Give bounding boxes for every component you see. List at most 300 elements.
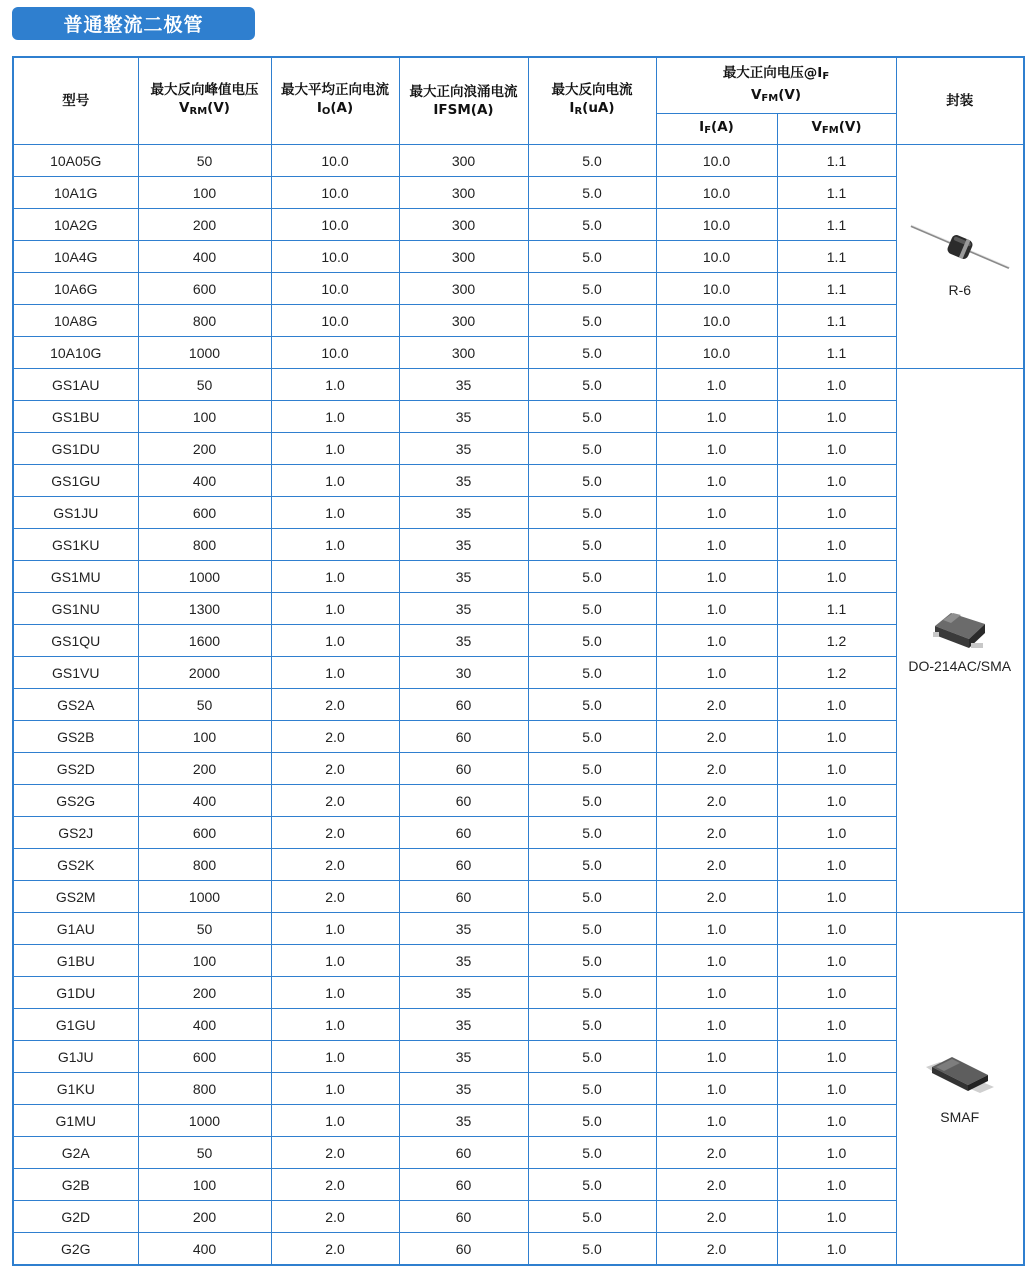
cell-ir: 5.0 xyxy=(528,817,656,849)
header-io xyxy=(271,57,399,145)
cell-io: 2.0 xyxy=(271,1137,399,1169)
cell-vfm: 1.1 xyxy=(777,177,896,209)
smd-smaf-package-icon xyxy=(924,1053,996,1103)
cell-model: GS2A xyxy=(13,689,138,721)
cell-ifsm: 300 xyxy=(399,209,528,241)
cell-if: 1.0 xyxy=(656,945,777,977)
cell-vfm: 1.1 xyxy=(777,337,896,369)
cell-if: 1.0 xyxy=(656,529,777,561)
table-row xyxy=(13,1233,1024,1266)
cell-if: 1.0 xyxy=(656,561,777,593)
cell-io: 2.0 xyxy=(271,721,399,753)
cell-if: 2.0 xyxy=(656,817,777,849)
cell-model: G1JU xyxy=(13,1041,138,1073)
table-row xyxy=(13,433,1024,465)
package-label: R-6 xyxy=(948,281,972,298)
package-cell xyxy=(896,913,1024,1266)
cell-vrm: 800 xyxy=(138,849,271,881)
cell-if: 1.0 xyxy=(656,1041,777,1073)
cell-vrm: 200 xyxy=(138,977,271,1009)
cell-ifsm: 35 xyxy=(399,465,528,497)
table-row xyxy=(13,465,1024,497)
cell-model: GS1AU xyxy=(13,369,138,401)
cell-if: 10.0 xyxy=(656,241,777,273)
cell-vrm: 400 xyxy=(138,1233,271,1266)
smd-sma-package-icon xyxy=(931,608,989,652)
cell-model: G1MU xyxy=(13,1105,138,1137)
cell-ir: 5.0 xyxy=(528,1137,656,1169)
cell-model: GS1DU xyxy=(13,433,138,465)
cell-vrm: 400 xyxy=(138,1009,271,1041)
cell-model: G2B xyxy=(13,1169,138,1201)
cell-model: GS2B xyxy=(13,721,138,753)
table-row xyxy=(13,945,1024,977)
header-vfm-unit: $V_{FM}(V)$ xyxy=(750,86,802,104)
cell-if: 1.0 xyxy=(656,433,777,465)
package-label: SMAF xyxy=(940,1108,980,1125)
cell-ifsm: 35 xyxy=(399,401,528,433)
cell-vrm: 800 xyxy=(138,529,271,561)
cell-model: G2A xyxy=(13,1137,138,1169)
cell-if: 2.0 xyxy=(656,785,777,817)
cell-vfm: 1.0 xyxy=(777,1169,896,1201)
cell-ir: 5.0 xyxy=(528,593,656,625)
table-row xyxy=(13,209,1024,241)
cell-vfm: 1.2 xyxy=(777,625,896,657)
header-ifsm-unit: IFSM(A) xyxy=(433,102,494,118)
cell-vfm: 1.2 xyxy=(777,657,896,689)
cell-ifsm: 60 xyxy=(399,1137,528,1169)
cell-io: 1.0 xyxy=(271,1041,399,1073)
cell-ir: 5.0 xyxy=(528,1073,656,1105)
header-ifsm xyxy=(399,57,528,145)
header-ifsm-label: 最大正向浪涌电流 xyxy=(409,84,518,100)
cell-io: 10.0 xyxy=(271,337,399,369)
cell-ifsm: 300 xyxy=(399,241,528,273)
cell-vrm: 800 xyxy=(138,1073,271,1105)
cell-ifsm: 60 xyxy=(399,689,528,721)
cell-ifsm: 35 xyxy=(399,1009,528,1041)
table-row xyxy=(13,913,1024,945)
cell-io: 2.0 xyxy=(271,1169,399,1201)
cell-if: 10.0 xyxy=(656,337,777,369)
header-io-label: 最大平均正向电流 xyxy=(281,82,389,98)
cell-ir: 5.0 xyxy=(528,241,656,273)
cell-if: 1.0 xyxy=(656,1073,777,1105)
cell-if: 2.0 xyxy=(656,753,777,785)
package-cell xyxy=(896,145,1024,369)
cell-io: 1.0 xyxy=(271,369,399,401)
cell-if: 2.0 xyxy=(656,1233,777,1266)
cell-model: 10A6G xyxy=(13,273,138,305)
cell-ifsm: 300 xyxy=(399,177,528,209)
cell-io: 1.0 xyxy=(271,1073,399,1105)
cell-vfm: 1.0 xyxy=(777,1041,896,1073)
cell-vfm: 1.0 xyxy=(777,529,896,561)
table-row xyxy=(13,369,1024,401)
cell-model: G1KU xyxy=(13,1073,138,1105)
cell-vfm: 1.0 xyxy=(777,945,896,977)
cell-ir: 5.0 xyxy=(528,1233,656,1266)
cell-vfm: 1.1 xyxy=(777,209,896,241)
cell-io: 2.0 xyxy=(271,785,399,817)
cell-if: 1.0 xyxy=(656,401,777,433)
cell-ifsm: 300 xyxy=(399,305,528,337)
cell-io: 1.0 xyxy=(271,593,399,625)
cell-if: 1.0 xyxy=(656,369,777,401)
cell-vfm: 1.0 xyxy=(777,1073,896,1105)
cell-vrm: 50 xyxy=(138,369,271,401)
cell-model: 10A2G xyxy=(13,209,138,241)
cell-ir: 5.0 xyxy=(528,625,656,657)
table-row xyxy=(13,817,1024,849)
cell-vrm: 600 xyxy=(138,497,271,529)
cell-ifsm: 35 xyxy=(399,1041,528,1073)
cell-ifsm: 35 xyxy=(399,433,528,465)
cell-ifsm: 35 xyxy=(399,497,528,529)
header-vrm xyxy=(138,57,271,145)
header-ir xyxy=(528,57,656,145)
cell-model: G1AU xyxy=(13,913,138,945)
cell-io: 1.0 xyxy=(271,913,399,945)
cell-vfm: 1.0 xyxy=(777,497,896,529)
table-row xyxy=(13,145,1024,177)
cell-vrm: 400 xyxy=(138,465,271,497)
cell-vrm: 1300 xyxy=(138,593,271,625)
cell-io: 10.0 xyxy=(271,305,399,337)
cell-io: 1.0 xyxy=(271,1009,399,1041)
cell-vfm: 1.1 xyxy=(777,145,896,177)
cell-ifsm: 35 xyxy=(399,369,528,401)
table-row xyxy=(13,1137,1024,1169)
header-package: 封装 xyxy=(896,57,1024,145)
cell-ir: 5.0 xyxy=(528,369,656,401)
header-ir-label: 最大反向电流 xyxy=(551,82,633,98)
cell-if: 2.0 xyxy=(656,1169,777,1201)
cell-vfm: 1.0 xyxy=(777,401,896,433)
cell-io: 1.0 xyxy=(271,401,399,433)
cell-vrm: 1000 xyxy=(138,881,271,913)
cell-io: 10.0 xyxy=(271,273,399,305)
cell-model: GS1VU xyxy=(13,657,138,689)
cell-io: 2.0 xyxy=(271,1233,399,1266)
table-row xyxy=(13,1201,1024,1233)
cell-ir: 5.0 xyxy=(528,753,656,785)
header-ir-unit: $I_R(uA)$ xyxy=(569,100,615,117)
table-row xyxy=(13,977,1024,1009)
cell-io: 10.0 xyxy=(271,209,399,241)
cell-vfm: 1.1 xyxy=(777,593,896,625)
cell-if: 10.0 xyxy=(656,305,777,337)
cell-if: 2.0 xyxy=(656,1201,777,1233)
cell-model: G2D xyxy=(13,1201,138,1233)
table-row xyxy=(13,337,1024,369)
cell-vfm: 1.0 xyxy=(777,753,896,785)
header-model: 型号 xyxy=(13,57,138,145)
header-vfm-label: 最大正向电压$@I_F$ xyxy=(722,64,830,82)
cell-if: 2.0 xyxy=(656,849,777,881)
cell-ifsm: 35 xyxy=(399,1073,528,1105)
header-vfm-col: $V_{FM}(V)$ xyxy=(777,114,896,145)
cell-vrm: 400 xyxy=(138,241,271,273)
cell-vrm: 1600 xyxy=(138,625,271,657)
table-row xyxy=(13,305,1024,337)
cell-if: 1.0 xyxy=(656,977,777,1009)
table-row xyxy=(13,1041,1024,1073)
cell-if: 1.0 xyxy=(656,465,777,497)
cell-ir: 5.0 xyxy=(528,273,656,305)
cell-vfm: 1.1 xyxy=(777,273,896,305)
cell-ifsm: 35 xyxy=(399,1105,528,1137)
cell-vfm: 1.0 xyxy=(777,913,896,945)
cell-ir: 5.0 xyxy=(528,657,656,689)
cell-vfm: 1.0 xyxy=(777,977,896,1009)
cell-vrm: 1000 xyxy=(138,337,271,369)
cell-ifsm: 60 xyxy=(399,817,528,849)
cell-vfm: 1.0 xyxy=(777,689,896,721)
cell-ir: 5.0 xyxy=(528,177,656,209)
cell-vrm: 50 xyxy=(138,689,271,721)
table-row xyxy=(13,529,1024,561)
cell-vrm: 400 xyxy=(138,785,271,817)
cell-ifsm: 60 xyxy=(399,753,528,785)
cell-ir: 5.0 xyxy=(528,881,656,913)
table-row xyxy=(13,657,1024,689)
cell-ir: 5.0 xyxy=(528,305,656,337)
table-row xyxy=(13,881,1024,913)
table-row xyxy=(13,177,1024,209)
table-row xyxy=(13,593,1024,625)
cell-io: 1.0 xyxy=(271,977,399,1009)
cell-ifsm: 300 xyxy=(399,145,528,177)
cell-ifsm: 35 xyxy=(399,913,528,945)
cell-model: GS1KU xyxy=(13,529,138,561)
cell-ifsm: 60 xyxy=(399,1169,528,1201)
header-if-col: $I_F(A)$ xyxy=(656,114,777,145)
cell-ir: 5.0 xyxy=(528,1105,656,1137)
cell-ifsm: 300 xyxy=(399,273,528,305)
cell-vfm: 1.0 xyxy=(777,1105,896,1137)
cell-io: 2.0 xyxy=(271,753,399,785)
cell-vrm: 200 xyxy=(138,433,271,465)
cell-vfm: 1.0 xyxy=(777,465,896,497)
cell-vrm: 1000 xyxy=(138,561,271,593)
cell-ir: 5.0 xyxy=(528,497,656,529)
cell-vrm: 100 xyxy=(138,721,271,753)
package-label: DO-214AC/SMA xyxy=(908,657,1012,674)
cell-io: 1.0 xyxy=(271,561,399,593)
cell-ifsm: 35 xyxy=(399,625,528,657)
cell-ir: 5.0 xyxy=(528,913,656,945)
cell-ifsm: 35 xyxy=(399,977,528,1009)
cell-vrm: 600 xyxy=(138,817,271,849)
cell-model: GS2J xyxy=(13,817,138,849)
cell-vrm: 200 xyxy=(138,209,271,241)
cell-ifsm: 35 xyxy=(399,529,528,561)
table-row xyxy=(13,1169,1024,1201)
cell-vrm: 50 xyxy=(138,1137,271,1169)
cell-if: 1.0 xyxy=(656,497,777,529)
cell-ir: 5.0 xyxy=(528,849,656,881)
cell-vfm: 1.0 xyxy=(777,1201,896,1233)
cell-model: GS1BU xyxy=(13,401,138,433)
cell-model: 10A4G xyxy=(13,241,138,273)
header-vrm-label: 最大反向峰值电压 xyxy=(150,82,259,98)
cell-ir: 5.0 xyxy=(528,721,656,753)
cell-if: 2.0 xyxy=(656,689,777,721)
cell-io: 1.0 xyxy=(271,433,399,465)
cell-vfm: 1.1 xyxy=(777,305,896,337)
cell-io: 10.0 xyxy=(271,177,399,209)
cell-ifsm: 35 xyxy=(399,561,528,593)
cell-vrm: 100 xyxy=(138,945,271,977)
cell-io: 10.0 xyxy=(271,145,399,177)
cell-vrm: 800 xyxy=(138,305,271,337)
cell-ir: 5.0 xyxy=(528,433,656,465)
cell-if: 1.0 xyxy=(656,625,777,657)
cell-model: 10A1G xyxy=(13,177,138,209)
header-vfm xyxy=(656,57,896,114)
cell-vfm: 1.0 xyxy=(777,1233,896,1266)
cell-if: 1.0 xyxy=(656,1009,777,1041)
cell-model: 10A10G xyxy=(13,337,138,369)
cell-ir: 5.0 xyxy=(528,337,656,369)
cell-vrm: 50 xyxy=(138,145,271,177)
cell-model: GS1GU xyxy=(13,465,138,497)
cell-ifsm: 35 xyxy=(399,945,528,977)
cell-vfm: 1.0 xyxy=(777,561,896,593)
cell-if: 10.0 xyxy=(656,209,777,241)
cell-model: GS1JU xyxy=(13,497,138,529)
cell-if: 2.0 xyxy=(656,1137,777,1169)
cell-ifsm: 60 xyxy=(399,849,528,881)
table-row xyxy=(13,625,1024,657)
cell-ifsm: 30 xyxy=(399,657,528,689)
table-row xyxy=(13,1105,1024,1137)
cell-vfm: 1.1 xyxy=(777,241,896,273)
cell-io: 10.0 xyxy=(271,241,399,273)
table-row xyxy=(13,497,1024,529)
cell-io: 2.0 xyxy=(271,817,399,849)
cell-vrm: 100 xyxy=(138,1169,271,1201)
cell-ifsm: 300 xyxy=(399,337,528,369)
header-vrm-unit: $V_{RM}(V)$ xyxy=(179,100,230,117)
cell-ifsm: 60 xyxy=(399,721,528,753)
cell-ifsm: 35 xyxy=(399,593,528,625)
cell-vrm: 1000 xyxy=(138,1105,271,1137)
cell-vfm: 1.0 xyxy=(777,1009,896,1041)
cell-io: 1.0 xyxy=(271,529,399,561)
cell-io: 1.0 xyxy=(271,1105,399,1137)
cell-ir: 5.0 xyxy=(528,465,656,497)
cell-io: 1.0 xyxy=(271,465,399,497)
cell-vfm: 1.0 xyxy=(777,721,896,753)
cell-vfm: 1.0 xyxy=(777,881,896,913)
cell-vfm: 1.0 xyxy=(777,817,896,849)
rectifier-diode-table xyxy=(12,56,1025,1266)
cell-ifsm: 60 xyxy=(399,1233,528,1266)
cell-if: 10.0 xyxy=(656,145,777,177)
cell-model: GS2G xyxy=(13,785,138,817)
table-row xyxy=(13,753,1024,785)
table-row xyxy=(13,1073,1024,1105)
cell-if: 2.0 xyxy=(656,881,777,913)
cell-model: G2G xyxy=(13,1233,138,1266)
table-row xyxy=(13,1009,1024,1041)
table-row xyxy=(13,689,1024,721)
cell-model: GS2D xyxy=(13,753,138,785)
cell-io: 1.0 xyxy=(271,945,399,977)
cell-model: GS1NU xyxy=(13,593,138,625)
cell-ir: 5.0 xyxy=(528,785,656,817)
cell-ir: 5.0 xyxy=(528,209,656,241)
cell-model: G1BU xyxy=(13,945,138,977)
table-row xyxy=(13,721,1024,753)
cell-if: 10.0 xyxy=(656,177,777,209)
cell-ir: 5.0 xyxy=(528,401,656,433)
cell-model: G1GU xyxy=(13,1009,138,1041)
cell-ir: 5.0 xyxy=(528,529,656,561)
cell-vrm: 100 xyxy=(138,177,271,209)
cell-ifsm: 60 xyxy=(399,881,528,913)
table-row xyxy=(13,561,1024,593)
cell-vrm: 200 xyxy=(138,1201,271,1233)
cell-ir: 5.0 xyxy=(528,145,656,177)
cell-io: 2.0 xyxy=(271,849,399,881)
table-row xyxy=(13,273,1024,305)
cell-io: 1.0 xyxy=(271,497,399,529)
header-io-unit: $I_O(A)$ xyxy=(316,100,354,117)
cell-vrm: 200 xyxy=(138,753,271,785)
table-row xyxy=(13,849,1024,881)
cell-io: 2.0 xyxy=(271,881,399,913)
section-title: 普通整流二极管 xyxy=(12,7,255,40)
cell-ir: 5.0 xyxy=(528,1009,656,1041)
cell-model: GS2K xyxy=(13,849,138,881)
cell-vfm: 1.0 xyxy=(777,849,896,881)
cell-model: GS2M xyxy=(13,881,138,913)
table-body xyxy=(13,145,1024,1266)
cell-if: 1.0 xyxy=(656,913,777,945)
cell-vrm: 600 xyxy=(138,273,271,305)
cell-model: 10A8G xyxy=(13,305,138,337)
cell-ir: 5.0 xyxy=(528,945,656,977)
cell-vrm: 100 xyxy=(138,401,271,433)
table-row xyxy=(13,241,1024,273)
cell-vfm: 1.0 xyxy=(777,433,896,465)
cell-vfm: 1.0 xyxy=(777,1137,896,1169)
cell-io: 2.0 xyxy=(271,1201,399,1233)
cell-ifsm: 60 xyxy=(399,785,528,817)
cell-ir: 5.0 xyxy=(528,561,656,593)
cell-io: 1.0 xyxy=(271,625,399,657)
cell-io: 2.0 xyxy=(271,689,399,721)
cell-ir: 5.0 xyxy=(528,1041,656,1073)
axial-diode-icon xyxy=(908,216,1012,276)
cell-io: 1.0 xyxy=(271,657,399,689)
cell-ir: 5.0 xyxy=(528,1201,656,1233)
cell-model: 10A05G xyxy=(13,145,138,177)
cell-ir: 5.0 xyxy=(528,689,656,721)
cell-if: 1.0 xyxy=(656,593,777,625)
cell-ir: 5.0 xyxy=(528,1169,656,1201)
cell-model: GS1MU xyxy=(13,561,138,593)
cell-if: 10.0 xyxy=(656,273,777,305)
cell-if: 2.0 xyxy=(656,721,777,753)
package-cell xyxy=(896,369,1024,913)
cell-if: 1.0 xyxy=(656,657,777,689)
cell-model: G1DU xyxy=(13,977,138,1009)
